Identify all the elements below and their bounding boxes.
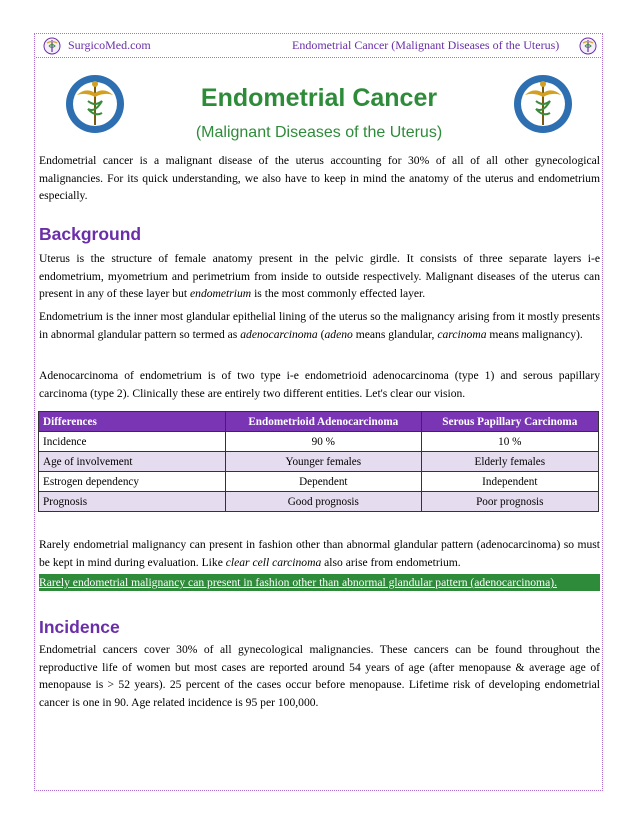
table-cell: Younger females [226,452,422,472]
table-cell: Age of involvement [39,452,226,472]
table-cell: Poor prognosis [421,492,598,512]
incidence-heading: Incidence [39,617,120,637]
background-paragraph-2: Endometrium is the inner most glandular epithelial lining of the uterus so the malignancy arising from it mostly presents in abnormal glandular pattern so termed as adenocarcinoma (adeno means glandular, carcinoma means malignancy). [39,310,600,341]
table-cell: Elderly females [421,452,598,472]
table-cell: 90 % [226,432,422,452]
emphasis: adeno [324,327,353,341]
caduceus-small-icon [579,37,597,55]
site-name[interactable]: SurgicoMed.com [68,38,151,52]
emphasis: endometrium [190,287,252,300]
header-divider [36,57,601,58]
table-cell: 10 % [421,432,598,452]
table-header-cell: Serous Papillary Carcinoma [421,412,598,432]
background-heading: Background [39,224,142,244]
table-cell: Prognosis [39,492,226,512]
document-title: Endometrial Cancer [200,84,438,112]
intro-paragraph: Endometrial cancer is a malignant disease of the uterus accounting for 30% of all of all other gynecological malignancies. For its quick understanding, we also have to keep in mind the anatomy of the uterus and endometrium especially. [39,154,600,202]
table-row [39,492,599,512]
table-cell: Dependent [226,472,422,492]
table-cell: Independent [421,472,598,492]
background-paragraph-3: Adenocarcinoma of endometrium is of two type i-e endometrioid adenocarcinoma (type 1) and serous papillary carcinoma (type 2). Clinically these are entirely two different entities. Let's clear our vision. [39,369,600,400]
document-subtitle: (Malignant Diseases of the Uterus) [195,124,443,141]
running-title: Endometrial Cancer (Malignant Diseases of the Uterus) [292,38,560,52]
table-row [39,432,599,452]
table-row [39,472,599,492]
incidence-paragraph: Endometrial cancers cover 30% of all gynecological malignancies. These cancers can be found throughout the reproductive life of women but most cases are reported around 54 years of age (after menopause & average age of menopause is > 52 years). 25 percent of the cases occur before menopause. Lifetime risk of developing endometrial cancer is one in 90. Age related incidence is 95 per 100,000. [39,643,600,709]
table-cell: Incidence [39,432,226,452]
table-cell: Estrogen dependency [39,472,226,492]
background-paragraph-1: Uterus is the structure of female anatomy present in the pelvic girdle. It consists of three separate layers i-e endometrium, myometrium and perimetrium from inside to outside respectively. Malignant diseases of the uterus can present in any of these layer but endometrium is the most commonly effected layer. [39,252,600,300]
rare-paragraph: Rarely endometrial malignancy can present in fashion other than abnormal glandular pattern (adenocarcinoma) so must be kept in mind during evaluation. Like clear cell carcinoma also arise from endometrium. [39,538,600,569]
highlighted-note: Rarely endometrial malignancy can present in fashion other than abnormal glandular pattern (adenocarcinoma). [39,574,600,591]
table-header-cell: Differences [39,412,226,432]
comparison-table [38,411,599,512]
table-cell: Good prognosis [226,492,422,512]
table-row [39,452,599,472]
emphasis: carcinoma [437,327,487,341]
table-header-row [39,412,599,432]
table-header-cell: Endometrioid Adenocarcinoma [226,412,422,432]
emphasis: adenocarcinoma [240,327,318,341]
emphasis: clear cell carcinoma [225,555,322,569]
caduceus-small-icon [43,37,61,55]
